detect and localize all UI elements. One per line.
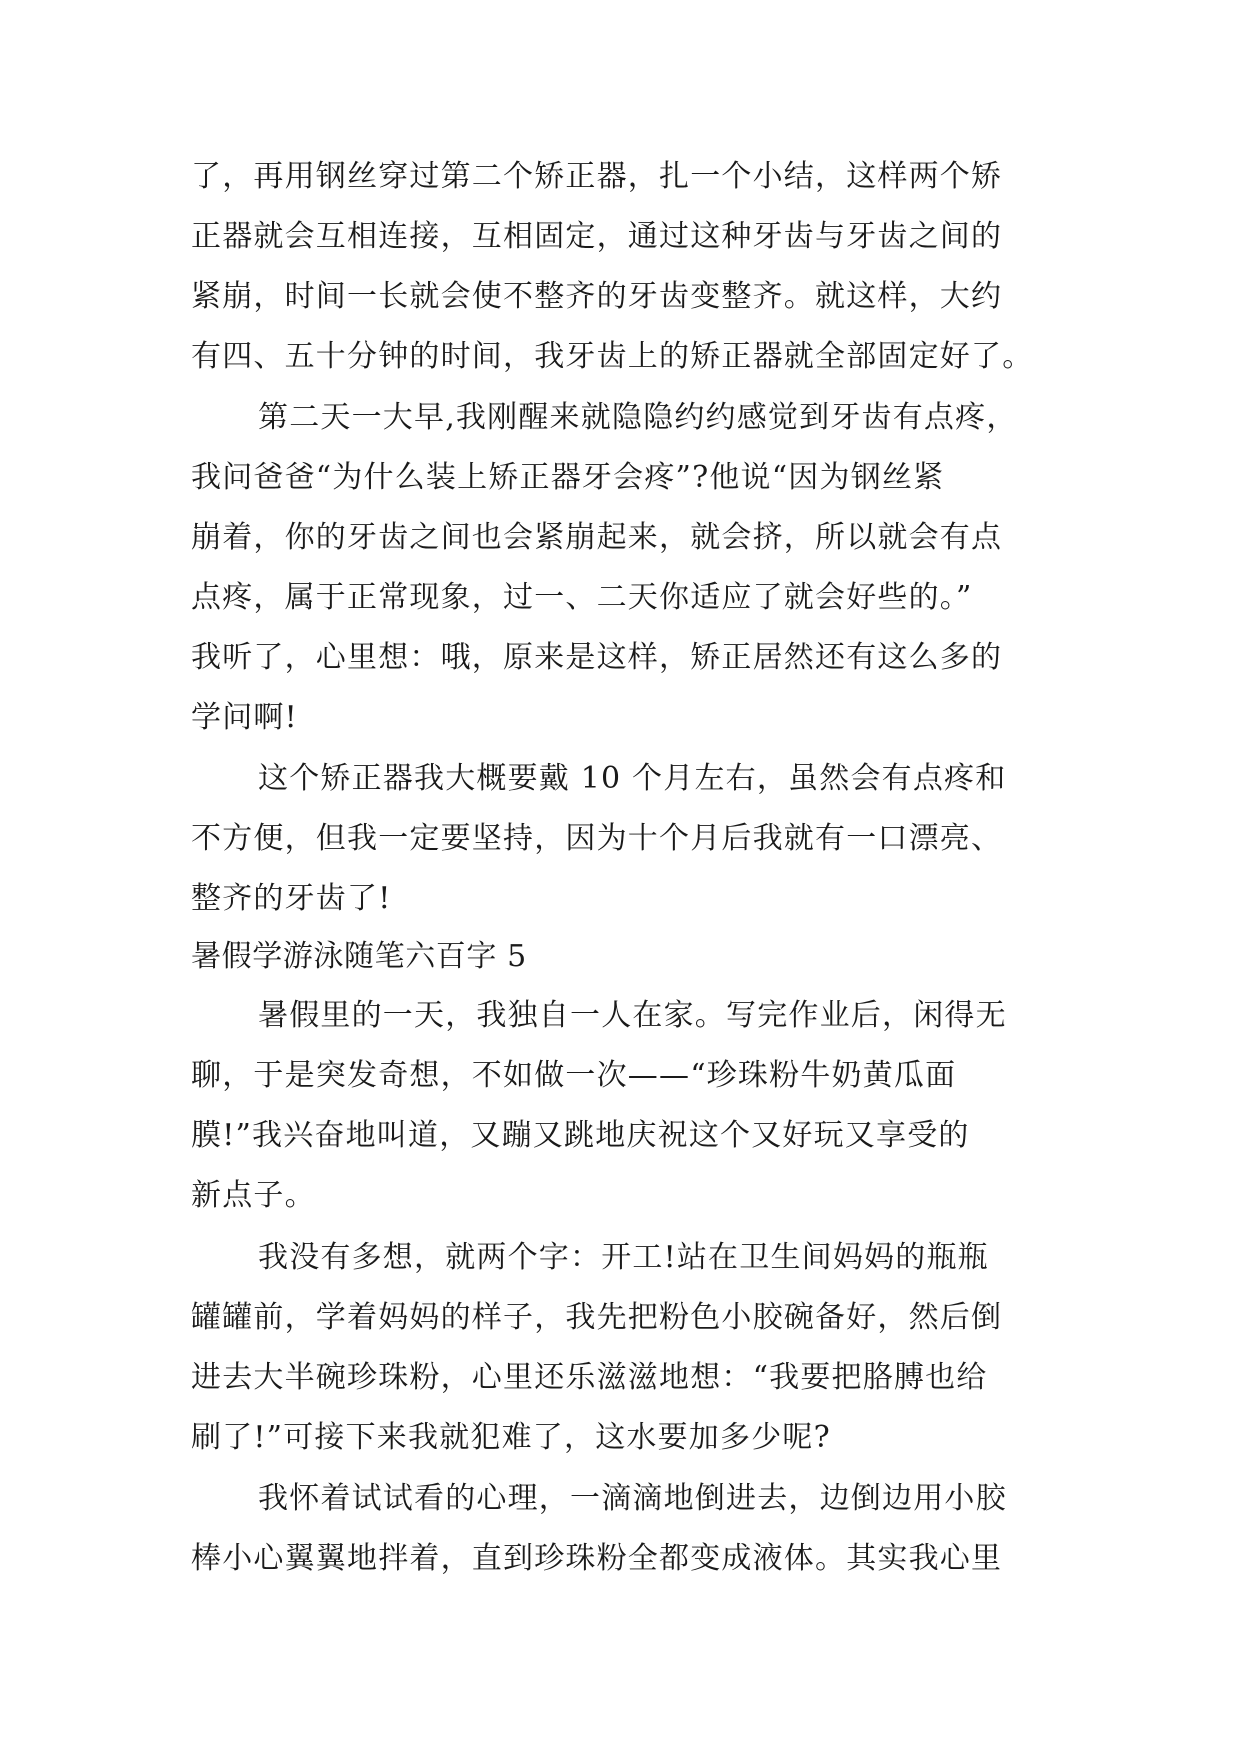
text-line: 了，再用钢丝穿过第二个矫正器，扎一个小结，这样两个矫 [191, 159, 1003, 194]
text-line: 棒小心翼翼地拌着，直到珍珠粉全都变成液体。其实我心里 [191, 1541, 1003, 1576]
text-line: 学问啊! [191, 700, 298, 735]
text-line: 正器就会互相连接，互相固定，通过这种牙齿与牙齿之间的 [191, 219, 1003, 254]
text-line: 不方便，但我一定要坚持，因为十个月后我就有一口漂亮、 [191, 821, 1003, 856]
text-line: 刷了!”可接下来我就犯难了，这水要加多少呢? [191, 1420, 831, 1455]
text-line: 膜!”我兴奋地叫道，又蹦又跳地庆祝这个又好玩又享受的 [191, 1118, 970, 1153]
text-line: 新点子。 [191, 1178, 316, 1213]
paragraph-first-line: 第二天一大早,我刚醒来就隐隐约约感觉到牙齿有点疼， [258, 400, 1018, 435]
text-line: 紧崩，时间一长就会使不整齐的牙齿变整齐。就这样，大约 [191, 279, 1003, 314]
paragraph-first-line: 我怀着试试看的心理，一滴滴地倒进去，边倒边用小胶 [258, 1481, 1007, 1516]
text-line: 聊，于是突发奇想，不如做一次——“珍珠粉牛奶黄瓜面 [191, 1058, 957, 1093]
text-line: 点疼，属于正常现象，过一、二天你适应了就会好些的。” [191, 580, 973, 615]
section-heading: 暑假学游泳随笔六百字 5 [191, 939, 527, 974]
text-line: 我听了，心里想：哦，原来是这样，矫正居然还有这么多的 [191, 640, 1003, 675]
text-line: 崩着，你的牙齿之间也会紧崩起来，就会挤，所以就会有点 [191, 520, 1003, 555]
text-line: 整齐的牙齿了! [191, 881, 392, 916]
text-line: 我问爸爸“为什么装上矫正器牙会疼”?他说“因为钢丝紧 [191, 460, 945, 495]
paragraph-first-line: 这个矫正器我大概要戴 10 个月左右，虽然会有点疼和 [258, 761, 1007, 796]
text-line: 罐罐前，学着妈妈的样子，我先把粉色小胶碗备好，然后倒 [191, 1300, 1003, 1335]
text-line: 有四、五十分钟的时间，我牙齿上的矫正器就全部固定好了。 [191, 339, 1034, 374]
text-line: 进去大半碗珍珠粉，心里还乐滋滋地想：“我要把胳膊也给 [191, 1360, 988, 1395]
paragraph-first-line: 暑假里的一天，我独自一人在家。写完作业后，闲得无 [258, 998, 1007, 1033]
paragraph-first-line: 我没有多想，就两个字：开工!站在卫生间妈妈的瓶瓶 [258, 1240, 989, 1275]
